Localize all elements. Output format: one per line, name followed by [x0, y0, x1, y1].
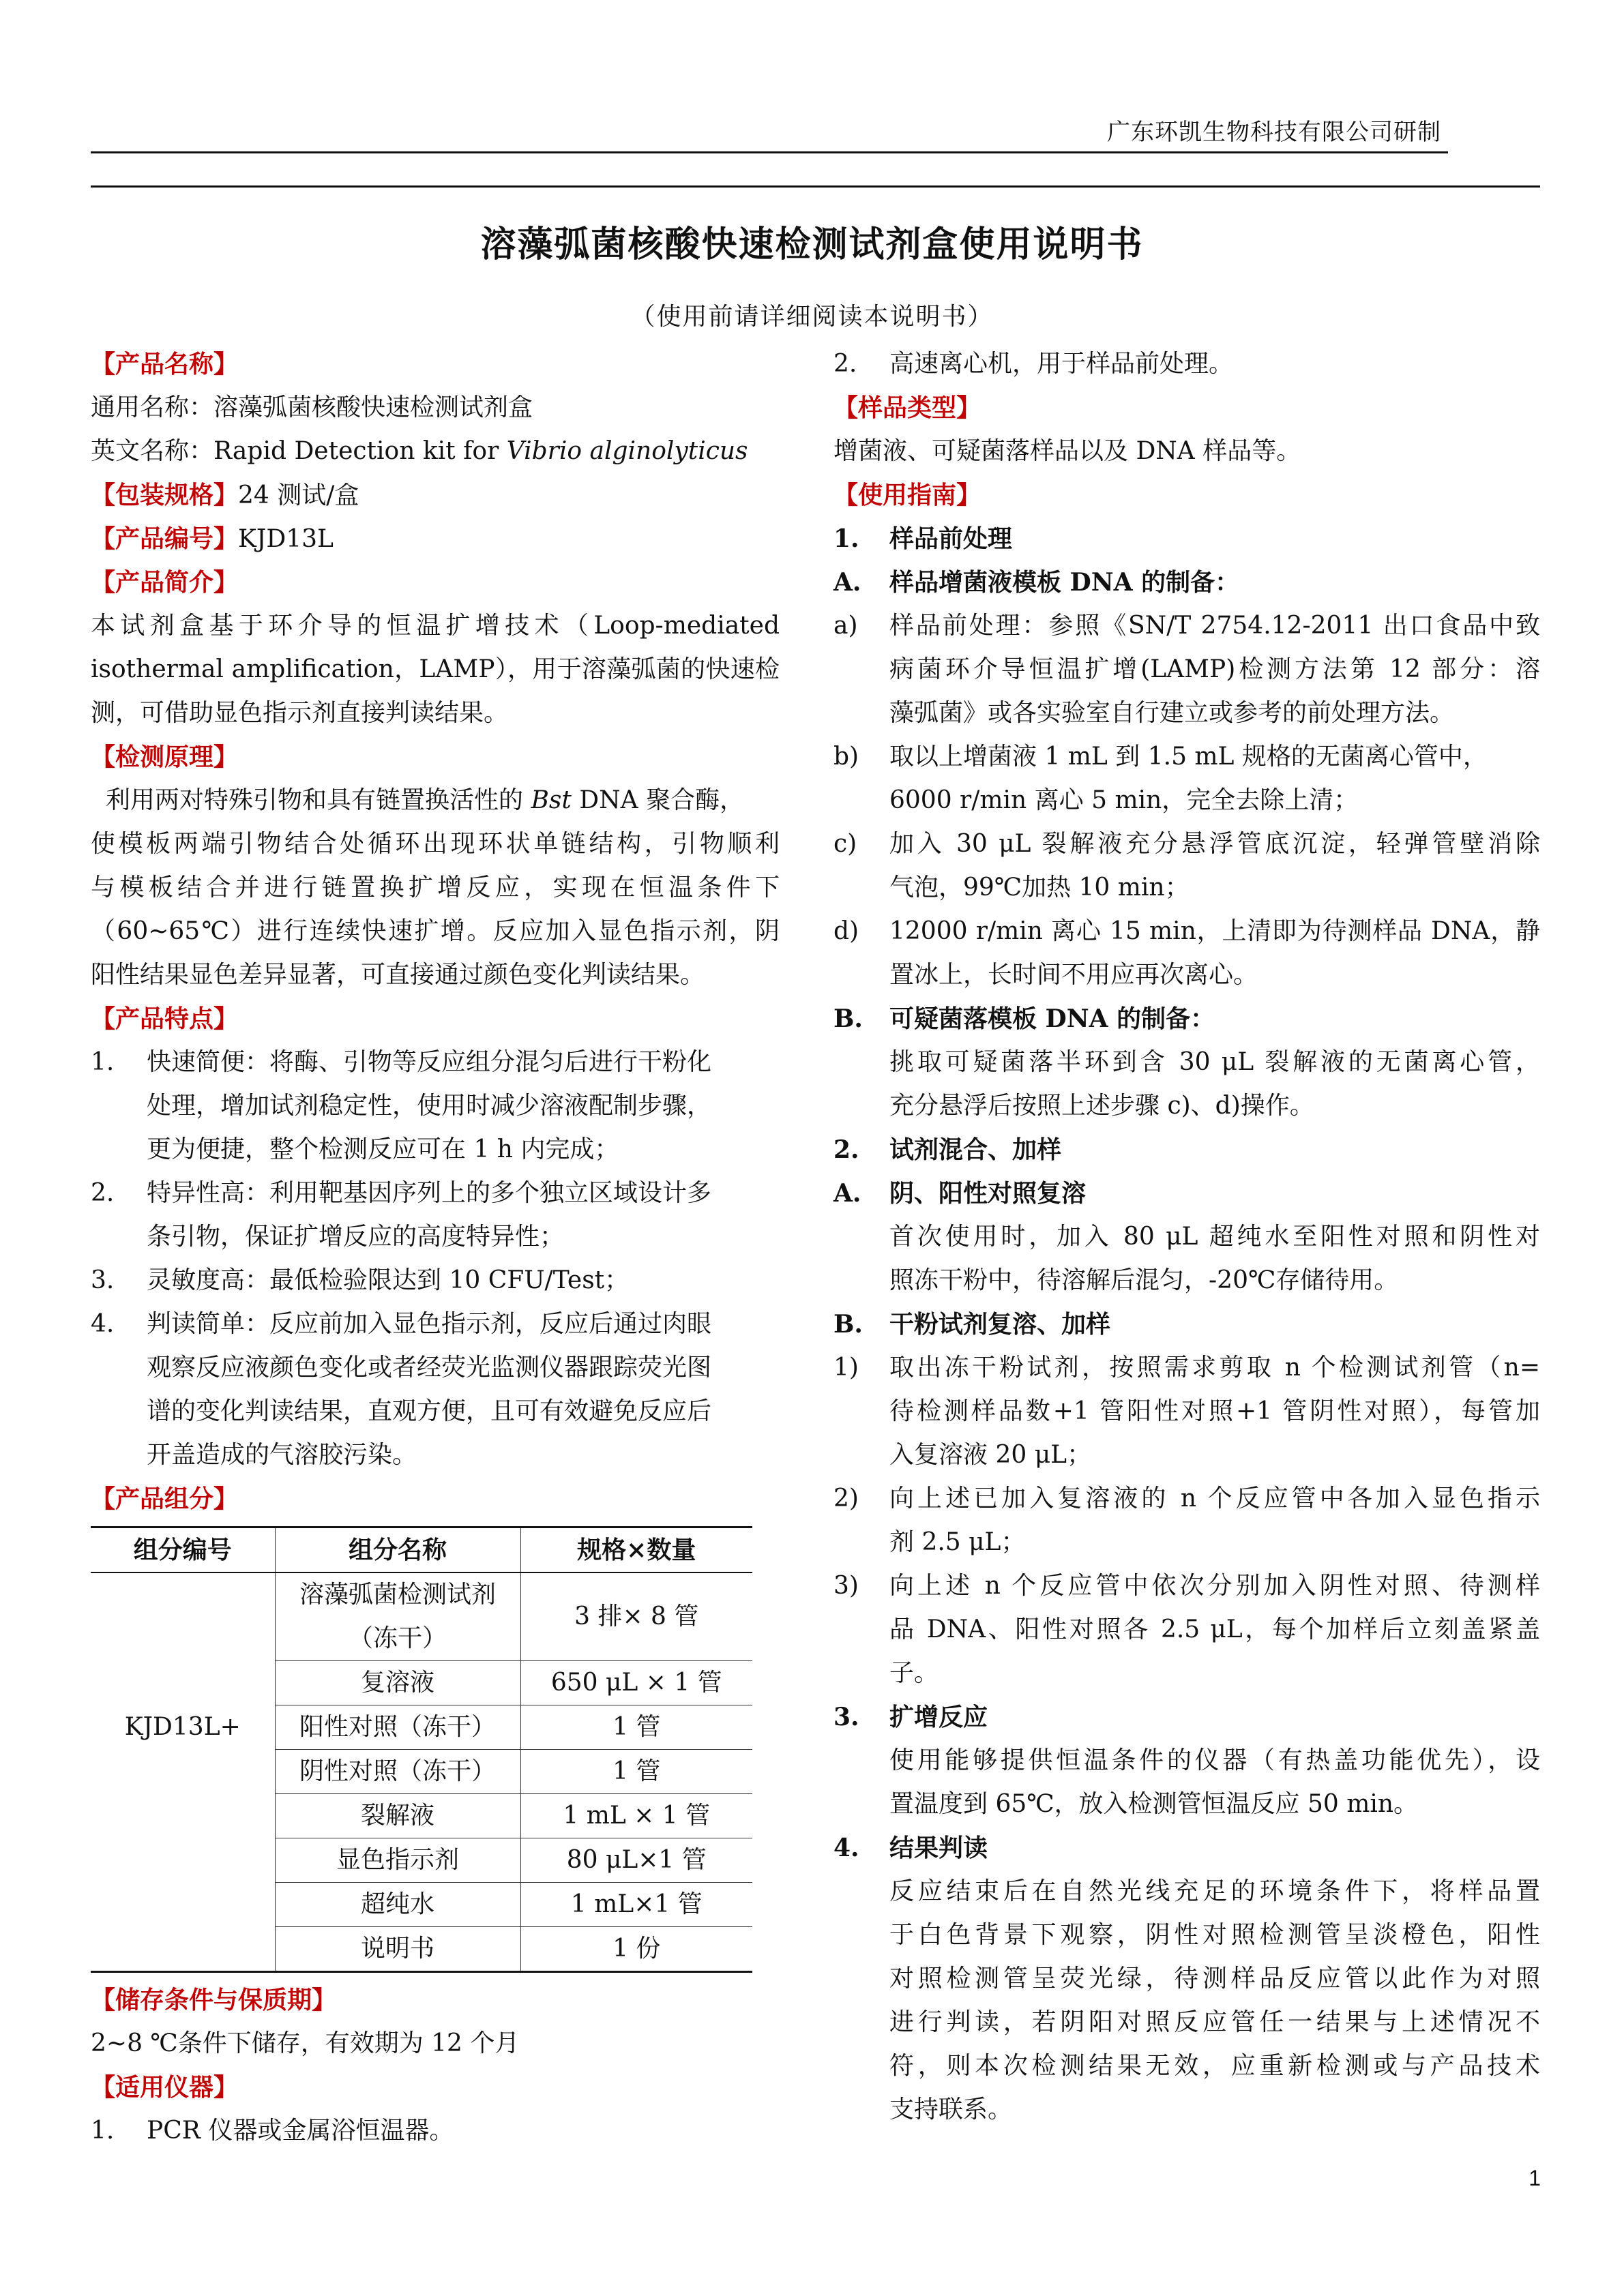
- item-line: 向上述 n 个反应管中依次分别加入阴性对照、待测样: [889, 1572, 1540, 1600]
- section-heading-intro: 【产品简介】: [91, 568, 239, 597]
- substep-heading: [833, 1302, 1540, 1346]
- step-heading: [833, 517, 1540, 561]
- principle-line: （60~65℃）进行连续快速扩增。反应加入显色指示剂，阴: [91, 917, 780, 945]
- feature-line: 快速简便：将酶、引物等反应组分混匀后进行干粉化: [147, 1048, 712, 1076]
- instrument-text: PCR 仪器或金属浴恒温器。: [147, 2117, 454, 2145]
- table-row: [91, 1883, 752, 1927]
- substep-title: 干粉试剂复溶、加样: [889, 1310, 1111, 1339]
- table-row: [91, 1838, 752, 1883]
- right-column: [833, 342, 1540, 2132]
- feature-number: 3.: [91, 1266, 115, 1294]
- item-line: 置冰上，长时间不用应再次离心。: [889, 961, 1258, 989]
- feature-item: [91, 1172, 780, 1259]
- header-rule: [91, 151, 1448, 153]
- table-cell: 650 μL × 1 管: [520, 1661, 752, 1705]
- feature-line: 谱的变化判读结果，直观方便，且可有效避免反应后: [147, 1397, 712, 1425]
- document-subtitle: （使用前请详细阅读本说明书）: [630, 303, 994, 331]
- sample-text: 增菌液、可疑菌落样品以及 DNA 样品等。: [833, 437, 1301, 465]
- step-line: 对照检测管呈荧光绿，待测样品反应管以此作为对照: [889, 1965, 1540, 1993]
- section-heading-pack: 【包装规格】: [91, 481, 239, 509]
- substep-heading: [833, 1172, 1540, 1215]
- table-cell: 复溶液: [275, 1661, 520, 1705]
- item-line: 12000 r/min 离心 15 min，上清即为待测样品 DNA，静: [889, 917, 1540, 945]
- substep-letter: A.: [833, 568, 861, 597]
- item-line: 取以上增菌液 1 mL 到 1.5 mL 规格的无菌离心管中，: [889, 743, 1488, 771]
- step-title: 扩增反应: [889, 1703, 988, 1731]
- table-cell: 裂解液: [275, 1794, 520, 1838]
- principle-enzyme: Bst: [531, 786, 572, 814]
- code-value: KJD13L: [238, 525, 334, 553]
- table-cell: 1 管: [520, 1750, 752, 1794]
- table-row: [91, 1572, 752, 1661]
- table-cell: 80 μL×1 管: [520, 1838, 752, 1883]
- section-heading-guide: 【使用指南】: [833, 481, 981, 509]
- procedure-item: [833, 1477, 1540, 1564]
- step-line: 使用能够提供恒温条件的仪器（有热盖功能优先），设: [889, 1746, 1540, 1774]
- item-line: 藻弧菌》或各实验室自行建立或参考的前处理方法。: [889, 699, 1455, 727]
- table-row: [91, 1661, 752, 1705]
- item-line: 取出冻干粉试剂，按照需求剪取 n 个检测试剂管（n=: [889, 1354, 1540, 1382]
- components-table: [91, 1526, 752, 1973]
- principle-line: [91, 779, 780, 822]
- storage-text: 2~8 ℃条件下储存，有效期为 12 个月: [91, 2029, 520, 2057]
- item-line: 向上述已加入复溶液的 n 个反应管中各加入显色指示: [889, 1485, 1540, 1512]
- feature-line: 条引物，保证扩增反应的高度特异性；: [147, 1223, 565, 1251]
- intro-line: 测，可借助显色指示剂直接判读结果。: [91, 699, 509, 727]
- item-line: 气泡，99℃加热 10 min；: [889, 874, 1190, 901]
- item-label: c): [833, 830, 857, 858]
- item-label: 1): [833, 1354, 859, 1382]
- step-line: 支持联系。: [889, 2096, 1013, 2123]
- principle-text: 利用两对特殊引物和具有链置换活性的: [106, 786, 531, 814]
- header-rule-long: [91, 185, 1540, 188]
- section-heading-name: 【产品名称】: [91, 350, 239, 378]
- item-line: 子。: [889, 1659, 939, 1687]
- section-heading-principle: 【检测原理】: [91, 743, 239, 771]
- instrument-item: [91, 2109, 780, 2153]
- step-line: 符，则本次检测结果无效，应重新检测或与产品技术: [889, 2052, 1540, 2080]
- pack-spec: [91, 473, 780, 517]
- step-line: 置温度到 65℃，放入检测管恒温反应 50 min。: [889, 1790, 1419, 1818]
- procedure-item: [833, 1564, 1540, 1695]
- feature-item: [91, 1041, 780, 1172]
- intro-line: isothermal amplification，LAMP），用于溶藻弧菌的快速检: [91, 655, 780, 683]
- section-heading-storage: 【储存条件与保质期】: [91, 1986, 337, 2014]
- instrument-item: [833, 342, 1540, 386]
- table-cell: 1 管: [520, 1705, 752, 1750]
- section-heading-components: 【产品组分】: [91, 1485, 239, 1513]
- step-number: 4.: [833, 1834, 859, 1862]
- substep-heading: [833, 561, 1540, 604]
- step-heading: [833, 1826, 1540, 1870]
- table-header-cell: 组分编号: [91, 1527, 275, 1573]
- substep-title: 阴、阳性对照复溶: [889, 1179, 1087, 1208]
- step-line: 于白色背景下观察，阴性对照检测管呈淡橙色，阳性: [889, 1921, 1540, 1949]
- item-label: b): [833, 743, 859, 771]
- instrument-number: 1.: [91, 2117, 115, 2145]
- feature-line: 观察反应液颜色变化或者经荧光监测仪器跟踪荧光图: [147, 1354, 712, 1382]
- feature-line: 处理，增加试剂稳定性，使用时减少溶液配制步骤，: [147, 1092, 712, 1120]
- step-title: 试剂混合、加样: [889, 1135, 1062, 1164]
- intro-line: 本试剂盒基于环介导的恒温扩增技术（Loop-mediated: [91, 612, 780, 640]
- substep-letter: B.: [833, 1310, 863, 1339]
- component-name: 溶藻弧菌检测试剂: [299, 1581, 496, 1609]
- section-heading-features: 【产品特点】: [91, 1004, 239, 1033]
- section-heading-instruments: 【适用仪器】: [91, 2073, 239, 2102]
- item-label: a): [833, 612, 858, 640]
- step-number: 3.: [833, 1703, 859, 1731]
- feature-item: [91, 1259, 780, 1302]
- english-name-prefix: 英文名称：Rapid Detection kit for: [91, 437, 507, 465]
- principle-line: 阳性结果显色差异显著，可直接通过颜色变化判读结果。: [91, 961, 705, 989]
- feature-line: 判读简单：反应前加入显色指示剂，反应后通过肉眼: [147, 1310, 712, 1338]
- item-label: d): [833, 917, 859, 945]
- table-cell: [275, 1572, 520, 1661]
- english-name: [91, 430, 780, 473]
- procedure-item: [833, 822, 1540, 910]
- step-line: 进行判读，若阴阳对照反应管任一结果与上述情况不: [889, 2008, 1540, 2036]
- step-number: 1.: [833, 524, 859, 553]
- page-number: 1: [1529, 2166, 1541, 2190]
- table-cell: 阴性对照（冻干）: [275, 1750, 520, 1794]
- instrument-text: 高速离心机，用于样品前处理。: [889, 350, 1234, 378]
- feature-number: 1.: [91, 1048, 115, 1076]
- generic-name: 通用名称：溶藻弧菌核酸快速检测试剂盒: [91, 393, 533, 421]
- table-header-cell: 规格×数量: [520, 1527, 752, 1573]
- feature-item: [91, 1302, 780, 1477]
- header-org: 广东环凯生物科技有限公司研制: [1107, 119, 1441, 146]
- item-label: 3): [833, 1572, 859, 1600]
- table-cell: 1 mL × 1 管: [520, 1794, 752, 1838]
- item-line: 6000 r/min 离心 5 min，完全去除上清；: [889, 786, 1359, 814]
- section-heading-sample: 【样品类型】: [833, 393, 981, 422]
- procedure-item: [833, 910, 1540, 997]
- feature-line: 更为便捷，整个检测反应可在 1 h 内完成；: [147, 1135, 619, 1163]
- feature-number: 4.: [91, 1310, 115, 1338]
- table-cell: 显色指示剂: [275, 1838, 520, 1883]
- substep-line: 充分悬浮后按照上述步骤 c)、d)操作。: [889, 1092, 1314, 1120]
- left-column: [91, 342, 780, 2153]
- procedure-item: [833, 604, 1540, 735]
- principle-text: DNA 聚合酶，: [571, 786, 745, 814]
- component-name-note: （冻干）: [348, 1624, 447, 1652]
- table-cell: 阳性对照（冻干）: [275, 1705, 520, 1750]
- item-line: 样品前处理：参照《SN/T 2754.12-2011 出口食品中致: [889, 612, 1540, 640]
- step-title: 样品前处理: [889, 524, 1013, 553]
- substep-title: 样品增菌液模板 DNA 的制备：: [889, 568, 1240, 597]
- section-heading-code: 【产品编号】: [91, 524, 239, 553]
- step-number: 2.: [833, 1135, 859, 1164]
- product-code: [91, 517, 780, 561]
- procedure-item: [833, 735, 1540, 822]
- feature-line: 灵敏度高：最低检验限达到 10 CFU/Test；: [147, 1266, 630, 1294]
- principle-line: 使模板两端引物结合处循环出现环状单链结构，引物顺利: [91, 830, 780, 858]
- feature-line: 开盖造成的气溶胶污染。: [147, 1441, 417, 1469]
- substep-letter: A.: [833, 1179, 861, 1208]
- procedure-item: [833, 1346, 1540, 1477]
- item-label: 2): [833, 1485, 859, 1512]
- principle-line: 与模板结合并进行链置换扩增反应，实现在恒温条件下: [91, 874, 780, 901]
- step-heading: [833, 1128, 1540, 1172]
- table-cell: 3 排× 8 管: [520, 1572, 752, 1661]
- table-row: [91, 1705, 752, 1750]
- substep-line: 挑取可疑菌落半环到含 30 μL 裂解液的无菌离心管，: [889, 1048, 1540, 1076]
- step-title: 结果判读: [889, 1834, 988, 1862]
- table-row: [91, 1750, 752, 1794]
- substep-line: 首次使用时，加入 80 μL 超纯水至阳性对照和阴性对: [889, 1223, 1540, 1251]
- document-title: 溶藻弧菌核酸快速检测试剂盒使用说明书: [480, 224, 1144, 265]
- step-line: 反应结束后在自然光线充足的环境条件下，将样品置: [889, 1877, 1540, 1905]
- english-name-species: Vibrio alginolyticus: [506, 437, 748, 465]
- instrument-number: 2.: [833, 350, 857, 378]
- substep-heading: [833, 997, 1540, 1041]
- table-cell: 1 mL×1 管: [520, 1883, 752, 1927]
- substep-title: 可疑菌落模板 DNA 的制备：: [889, 1004, 1215, 1033]
- pack-value: 24 测试/盒: [238, 481, 359, 509]
- feature-number: 2.: [91, 1179, 115, 1207]
- item-line: 加入 30 μL 裂解液充分悬浮管底沉淀，轻弹管壁消除: [889, 830, 1540, 858]
- substep-letter: B.: [833, 1004, 863, 1033]
- table-cell: 超纯水: [275, 1883, 520, 1927]
- item-line: 病菌环介导恒温扩增(LAMP)检测方法第 12 部分：溶: [889, 655, 1540, 683]
- item-line: 待检测样品数+1 管阳性对照+1 管阴性对照），每管加: [889, 1397, 1540, 1425]
- item-line: 入复溶液 20 μL；: [889, 1441, 1091, 1469]
- table-row: [91, 1927, 752, 1972]
- substep-line: 照冻干粉中，待溶解后混匀，-20℃存储待用。: [889, 1266, 1399, 1294]
- item-line: 品 DNA、阳性对照各 2.5 μL，每个加样后立刻盖紧盖: [889, 1615, 1540, 1643]
- table-header-cell: 组分名称: [275, 1527, 520, 1573]
- table-cell: 说明书: [275, 1927, 520, 1972]
- step-heading: [833, 1695, 1540, 1739]
- feature-line: 特异性高：利用靶基因序列上的多个独立区域设计多: [147, 1179, 712, 1207]
- component-code: KJD13L+: [124, 1713, 241, 1741]
- item-line: 剂 2.5 μL；: [889, 1528, 1026, 1556]
- table-row: [91, 1794, 752, 1838]
- table-header-row: [91, 1527, 752, 1573]
- table-cell: 1 份: [520, 1927, 752, 1972]
